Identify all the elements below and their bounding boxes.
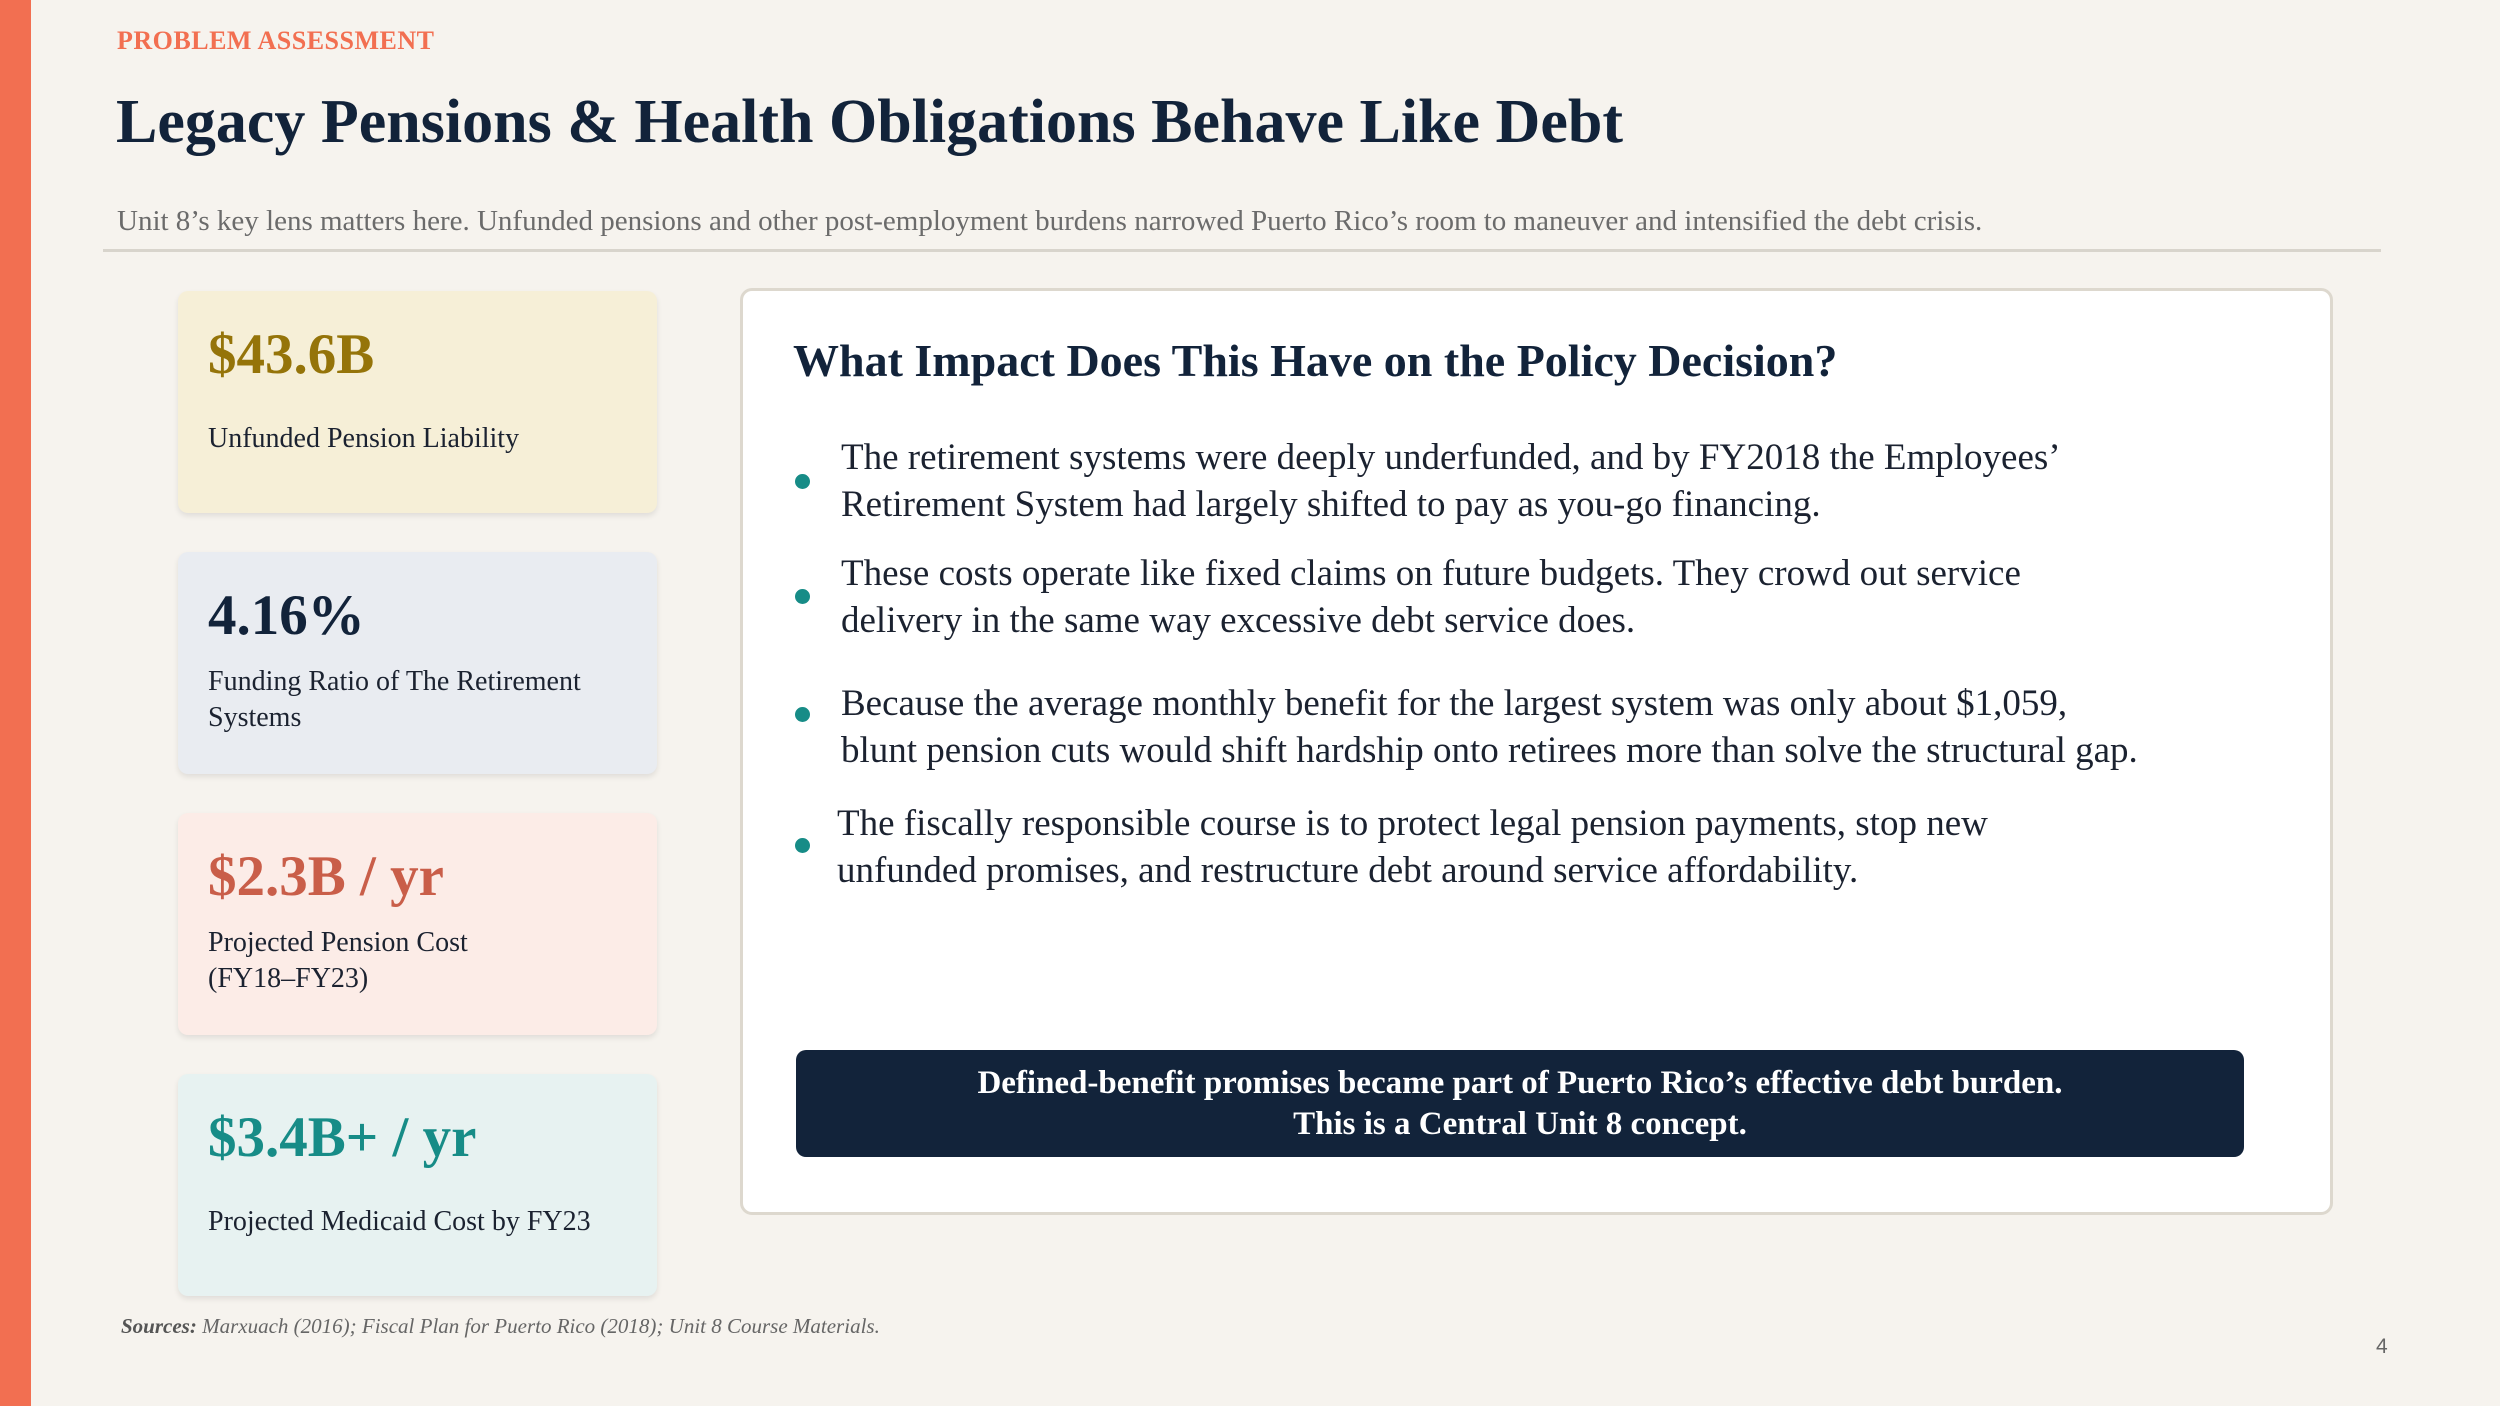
- bullet-dot-icon: [795, 838, 810, 853]
- impact-bullet: [841, 550, 2261, 644]
- bullet-line: The fiscally responsible course is to protect legal pension payments, stop new: [837, 803, 1988, 844]
- stat-value: 4.16%: [208, 584, 365, 647]
- stat-label: Projected Medicaid Cost by FY23: [208, 1206, 591, 1237]
- left-accent-bar: [0, 0, 31, 1406]
- impact-bullet: [837, 800, 2257, 894]
- section-eyebrow: PROBLEM ASSESSMENT: [117, 26, 435, 55]
- callout-line: Defined-benefit promises became part of Puerto Rico’s effective debt burden.: [977, 1064, 2063, 1101]
- sources-text: Marxuach (2016); Fiscal Plan for Puerto Rico (2018); Unit 8 Course Materials.: [202, 1314, 880, 1338]
- sources-label: Sources:: [121, 1314, 197, 1338]
- stat-label-line: Projected Pension Cost: [208, 927, 468, 958]
- impact-bullet: [841, 680, 2261, 774]
- stat-value: $43.6B: [208, 323, 375, 386]
- stat-card-pension-cost: [178, 813, 657, 1035]
- stat-value: $3.4B+ / yr: [208, 1106, 477, 1169]
- stat-label: [208, 664, 628, 736]
- bullet-line: unfunded promises, and restructure debt around service affordability.: [837, 850, 1859, 891]
- stat-value: $2.3B / yr: [208, 845, 444, 908]
- stat-label-line: Systems: [208, 702, 302, 733]
- stat-label-line: Funding Ratio of The Retirement: [208, 666, 581, 697]
- page-subtitle: Unit 8’s key lens matters here. Unfunded pensions and other post-employment burdens narrowed Puerto Rico’s room to maneuver and intensified the debt crisis.: [117, 205, 1983, 237]
- impact-title: What Impact Does This Have on the Policy Decision?: [793, 335, 1838, 386]
- bullet-dot-icon: [795, 589, 810, 604]
- stat-card-unfunded-pension: [178, 291, 657, 513]
- bullet-line: The retirement systems were deeply underfunded, and by FY2018 the Employees’: [841, 437, 2061, 478]
- page-number: 4: [2376, 1335, 2388, 1358]
- bullet-line: delivery in the same way excessive debt service does.: [841, 600, 1636, 641]
- callout-line: This is a Central Unit 8 concept.: [1293, 1105, 1747, 1142]
- sources-note: [121, 1314, 880, 1339]
- stat-card-medicaid-cost: [178, 1074, 657, 1296]
- bullet-line: Retirement System had largely shifted to pay as you-go financing.: [841, 484, 1821, 525]
- header-divider: [103, 249, 2381, 252]
- bullet-dot-icon: [795, 474, 810, 489]
- stat-label: Unfunded Pension Liability: [208, 423, 520, 454]
- impact-panel: [740, 288, 2333, 1215]
- stat-label: [208, 925, 628, 997]
- bullet-dot-icon: [795, 707, 810, 722]
- stat-label-line: (FY18–FY23): [208, 963, 369, 994]
- impact-bullet: [841, 434, 2261, 528]
- key-concept-callout: [796, 1050, 2244, 1157]
- bullet-line: These costs operate like fixed claims on future budgets. They crowd out service: [841, 553, 2021, 594]
- bullet-line: Because the average monthly benefit for the largest system was only about $1,059,: [841, 683, 2068, 724]
- bullet-line: blunt pension cuts would shift hardship onto retirees more than solve the structural gap.: [841, 730, 2138, 771]
- page-title: Legacy Pensions & Health Obligations Behave Like Debt: [116, 88, 1623, 156]
- stat-card-funding-ratio: [178, 552, 657, 774]
